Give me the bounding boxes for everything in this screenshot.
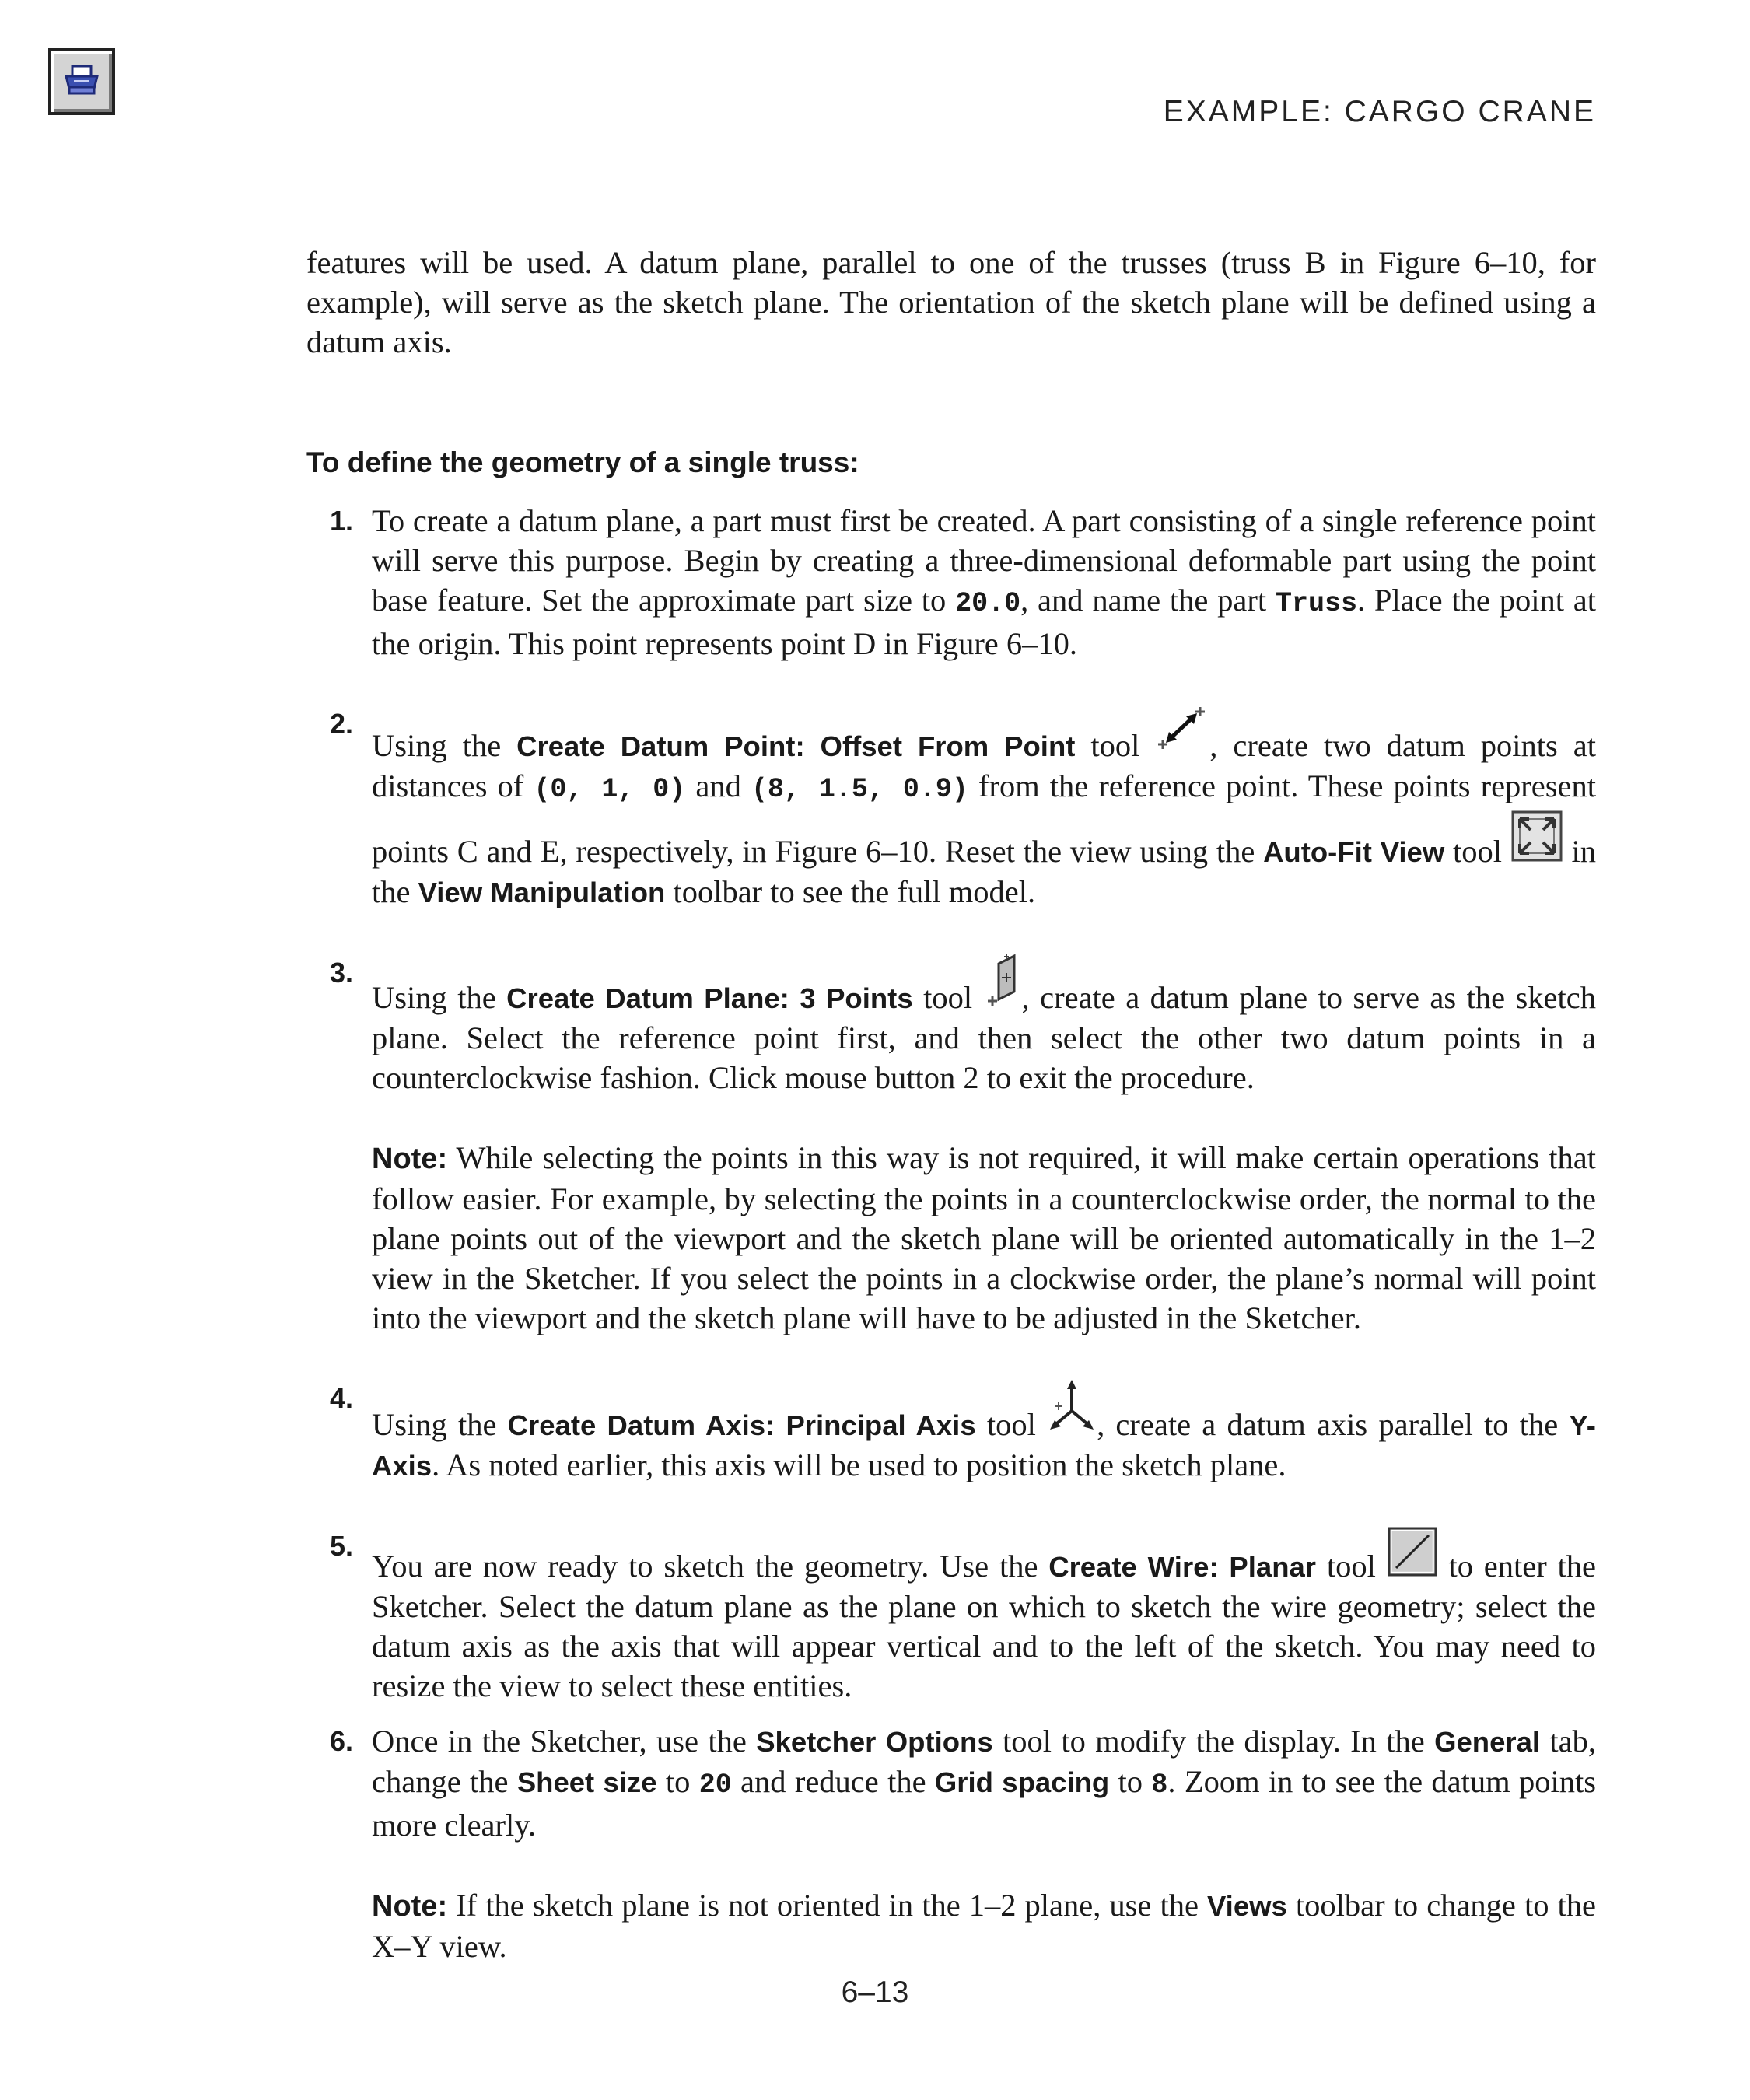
procedure-steps <box>306 501 1596 1966</box>
note-text: If the sketch plane is not oriented in the 1–2 plane, use the <box>447 1888 1207 1923</box>
printer-icon <box>63 64 100 100</box>
datum-plane-three-points-icon <box>983 953 1022 1018</box>
coordinate-value: (8, 1.5, 0.9) <box>751 774 968 805</box>
step-text-part: to enter the Sketcher. Select the datum plane as the plane on which to sketch the wire geometry; select the datum axis as the axis that will appear vertical and to the left of the sketch. You may need to resize the view to select these entities. <box>372 1549 1596 1703</box>
step-number: 5. <box>330 1530 354 1562</box>
step-number: 1. <box>330 505 354 537</box>
option-value: 20 <box>698 1769 732 1801</box>
step-text-part: tool <box>912 980 983 1015</box>
step-text-part: , create a datum plane to serve as the sketch plane. Select the reference point first, and then select the other two datum points in a counterclockwise fashion. Click mouse button 2 to exit the procedure. <box>372 980 1596 1095</box>
axis-name: Y-Axis <box>372 1409 1596 1482</box>
step-text-part: tab, change the <box>372 1724 1596 1799</box>
option-name: Grid spacing <box>934 1766 1110 1798</box>
tool-name: Create Datum Plane: 3 Points <box>506 982 913 1014</box>
part-size-value: 20.0 <box>955 588 1021 619</box>
tool-name: Auto-Fit View <box>1263 836 1445 868</box>
step-text-part: . As noted earlier, this axis will be used to position the sketch plane. <box>432 1447 1286 1482</box>
step-text-part: . Zoom in to see the datum points more clearly. <box>372 1764 1596 1843</box>
step-text-part: , create a datum axis parallel to the <box>1097 1407 1570 1442</box>
step-5 <box>306 1526 1596 1706</box>
step-text-part: tool <box>1075 728 1156 763</box>
step-number: 2. <box>330 708 354 740</box>
tab-name: General <box>1434 1726 1541 1758</box>
step-text <box>372 704 1596 912</box>
page-content <box>306 243 1596 1966</box>
step-text-part: and reduce the <box>731 1764 935 1799</box>
note <box>372 1138 1596 1338</box>
intro-paragraph: features will be used. A datum plane, parallel to one of the trusses (truss B in Figure 6–10, for example), will serve as the sketch plane. The orientation of the sketch plane will be defined using a datum axis. <box>306 245 1596 359</box>
step-text-part: Using the <box>372 1407 508 1442</box>
step-1 <box>306 501 1596 663</box>
offset-from-point-icon <box>1155 704 1209 766</box>
step-number: 6. <box>330 1725 354 1757</box>
step-text-part: and <box>685 768 751 803</box>
coordinate-value: (0, 1, 0) <box>534 774 686 805</box>
step-text-part: Using the <box>372 980 507 1015</box>
toolbar-name: Views <box>1207 1890 1287 1922</box>
step-text-part: , and name the part <box>1020 583 1276 618</box>
step-text-part: toolbar to see the full model. <box>665 874 1036 909</box>
step-text-part: tool <box>1316 1549 1387 1584</box>
step-number: 3. <box>330 957 354 989</box>
option-value: 8 <box>1151 1769 1168 1801</box>
step-text-part: , create two datum points at distances of <box>372 728 1596 803</box>
tool-name: Create Wire: Planar <box>1048 1551 1317 1583</box>
auto-fit-view-icon <box>1510 810 1563 872</box>
step-text <box>372 1378 1596 1486</box>
step-text-part: tool <box>975 1407 1048 1442</box>
page-number: 6–13 <box>841 1976 909 2009</box>
principal-axis-icon <box>1047 1378 1097 1445</box>
step-text-part: . Place the point at the origin. This point represents point D in Figure 6–10. <box>372 583 1597 661</box>
step-text <box>372 1721 1596 1845</box>
step-6 <box>306 1721 1596 1966</box>
note-label: Note: <box>372 1890 448 1923</box>
step-text <box>372 1526 1596 1706</box>
step-text-part: tool <box>1444 834 1510 869</box>
print-button[interactable] <box>48 48 115 115</box>
procedure-heading: To define the geometry of a single truss: <box>306 446 859 478</box>
step-text <box>372 501 1596 663</box>
step-text-part: to <box>1109 1764 1152 1799</box>
step-2 <box>306 704 1596 912</box>
tool-name: Create Datum Point: Offset From Point <box>516 730 1076 762</box>
step-4 <box>306 1378 1596 1486</box>
wire-planar-icon <box>1387 1526 1438 1587</box>
step-text <box>372 953 1596 1097</box>
tool-name: Create Datum Axis: Principal Axis <box>507 1409 976 1441</box>
step-3 <box>306 953 1596 1338</box>
option-name: Sheet size <box>516 1766 657 1798</box>
note-label: Note: <box>372 1143 448 1175</box>
step-text-part: You are now ready to sketch the geometry. Use the <box>372 1549 1049 1584</box>
tool-name: Sketcher Options <box>756 1726 993 1758</box>
step-text-part: from the reference point. These points represent points C and E, respectively, in Figure 6–10. Reset the view using the <box>372 768 1597 869</box>
note-text: While selecting the points in this way is not required, it will make certain operations that follow easier. For example, by selecting the points in a counterclockwise order, the normal to the plane points out of the viewport and the sketch plane will be oriented automatically in the 1–2 view in the Sketcher. If you select the points in a clockwise order, the plane’s normal will point into the viewport and the sketch plane will have to be adjusted in the Sketcher. <box>372 1140 1596 1335</box>
note-text: toolbar to change to the X–Y view. <box>372 1888 1596 1964</box>
toolbar-name: View Manipulation <box>418 877 666 908</box>
step-text-part: to <box>656 1764 699 1799</box>
step-text-part: To create a datum plane, a part must first be created. A part consisting of a single reference point will serve this purpose. Begin by creating a three-dimensional deformable part using the point base feature. Set the approximate part size to <box>372 503 1596 618</box>
part-name-value: Truss <box>1275 588 1357 619</box>
step-text-part: in the <box>372 834 1596 909</box>
running-head: EXAMPLE: CARGO CRANE <box>1163 95 1596 128</box>
step-text-part: tool to modify the display. In the <box>992 1724 1435 1759</box>
step-text-part: Using the <box>372 728 517 763</box>
note <box>372 1885 1596 1966</box>
step-text-part: Once in the Sketcher, use the <box>372 1724 757 1759</box>
step-number: 4. <box>330 1382 354 1414</box>
